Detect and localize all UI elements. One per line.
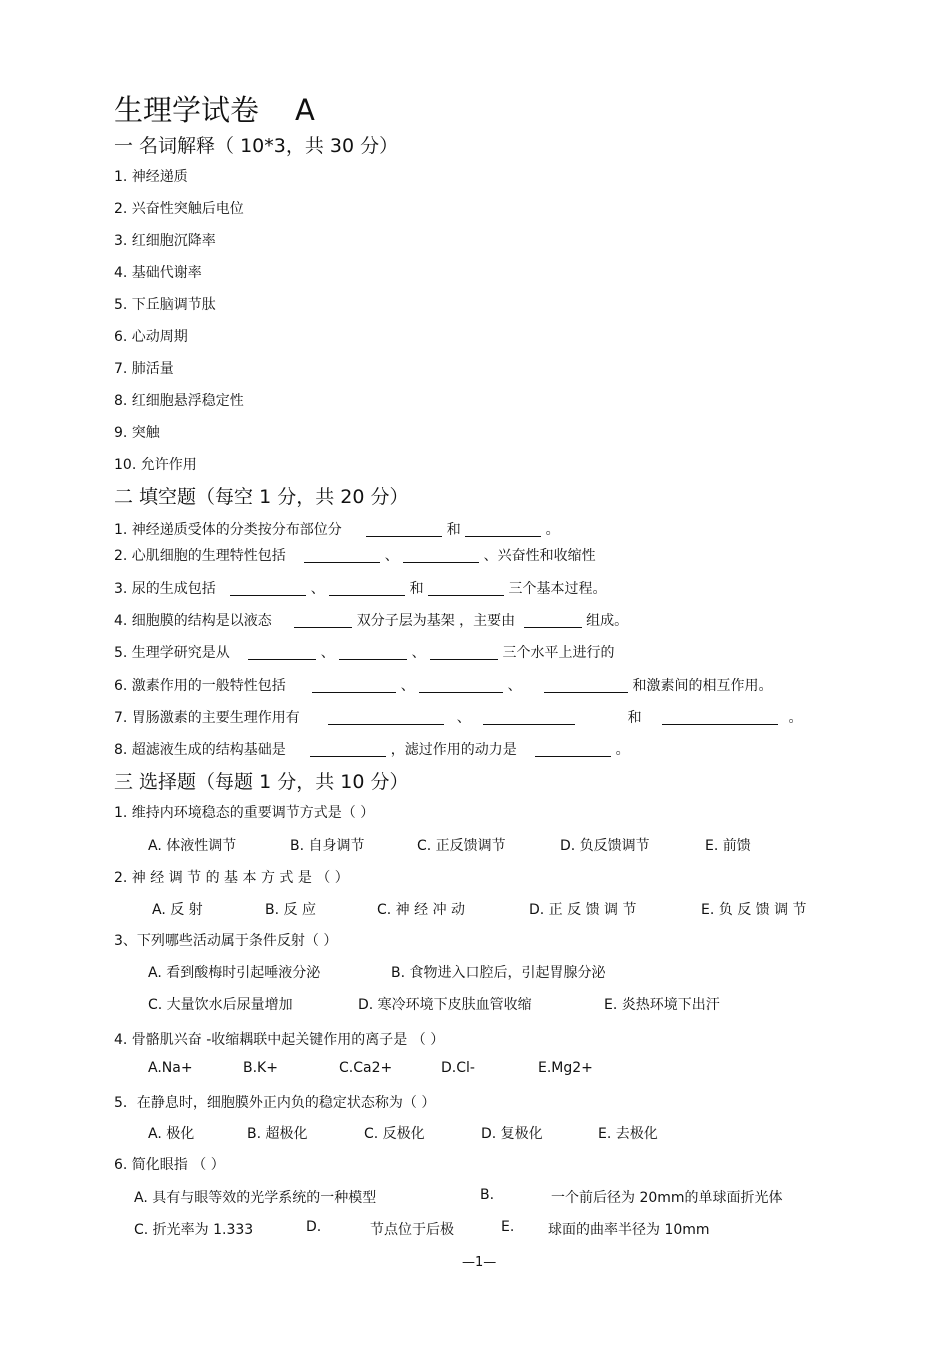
choice-q2-option-c[interactable]: C. 神 经 冲 动 bbox=[377, 902, 466, 918]
fill-q5-text-b: 、 bbox=[320, 645, 335, 661]
answer-blank[interactable] bbox=[312, 677, 396, 693]
choice-q3-option-d[interactable]: D. 寒冷环境下皮肤血管收缩 bbox=[358, 997, 532, 1013]
fill-q6-text-c: 、 bbox=[507, 678, 522, 694]
answer-blank[interactable] bbox=[465, 521, 541, 537]
choice-q4-option-b[interactable]: B.K+ bbox=[243, 1060, 278, 1076]
page-number: —1— bbox=[462, 1255, 497, 1270]
fill-q4-text-b: 双分子层为基架 ，主要由 bbox=[356, 613, 516, 629]
fill-q7-text-a: 7. 胃肠激素的主要生理作用有 bbox=[114, 710, 300, 726]
choice-q1-option-c[interactable]: C. 正反馈调节 bbox=[417, 838, 506, 854]
choice-q6-stem: 6. 简化眼指 （ ） bbox=[114, 1157, 225, 1173]
fill-q6-text-d: 和激素间的相互作用。 bbox=[632, 678, 773, 694]
choice-q4-option-d[interactable]: D.Cl- bbox=[441, 1060, 475, 1076]
fill-q2-text-b: 、 bbox=[384, 548, 399, 564]
fill-question-2 bbox=[114, 545, 596, 565]
choice-q2-option-e[interactable]: E. 负 反 馈 调 节 bbox=[701, 902, 807, 918]
choice-q4-stem: 4. 骨骼肌兴奋 -收缩耦联中起关键作用的离子是 （ ） bbox=[114, 1032, 445, 1048]
answer-blank[interactable] bbox=[662, 709, 778, 725]
fill-q6-text-b: 、 bbox=[400, 678, 415, 694]
choice-q3-option-a[interactable]: A. 看到酸梅时引起唾液分泌 bbox=[148, 965, 321, 981]
answer-blank[interactable] bbox=[403, 547, 479, 563]
choice-q3-option-b[interactable]: B. 食物进入口腔后，引起胃腺分泌 bbox=[391, 965, 606, 981]
fill-q1-text-a: 1. 神经递质受体的分类按分布部位分 bbox=[114, 522, 342, 538]
choice-q6-option-e-text[interactable]: 球面的曲率半径为 10mm bbox=[548, 1222, 710, 1238]
fill-q8-text-a: 8. 超滤液生成的结构基础是 bbox=[114, 742, 286, 758]
choice-q2-option-d[interactable]: D. 正 反 馈 调 节 bbox=[529, 902, 637, 918]
title-suffix: A bbox=[295, 93, 315, 127]
answer-blank[interactable] bbox=[329, 580, 405, 596]
fill-question-1 bbox=[114, 519, 560, 539]
choice-q4-option-e[interactable]: E.Mg2+ bbox=[538, 1060, 593, 1076]
fill-question-6 bbox=[114, 675, 773, 695]
choice-q6-option-d-letter[interactable]: D. bbox=[306, 1219, 322, 1235]
choice-q6-option-d-text[interactable]: 节点位于后极 bbox=[370, 1222, 454, 1238]
section3-heading: 三 选择题（每题 1 分，共 10 分） bbox=[114, 771, 409, 793]
choice-q2-option-b[interactable]: B. 反 应 bbox=[265, 902, 316, 918]
fill-q7-text-d: 。 bbox=[788, 710, 803, 726]
answer-blank[interactable] bbox=[524, 612, 582, 628]
answer-blank[interactable] bbox=[428, 580, 504, 596]
choice-q3-option-e[interactable]: E. 炎热环境下出汗 bbox=[604, 997, 720, 1013]
term-item-9: 9. 突触 bbox=[114, 425, 160, 441]
title-text: 生理学试卷 bbox=[114, 93, 260, 127]
fill-q3-text-b: 、 bbox=[310, 581, 325, 597]
fill-q2-text-a: 2. 心肌细胞的生理特性包括 bbox=[114, 548, 286, 564]
choice-q2-option-a[interactable]: A. 反 射 bbox=[152, 902, 203, 918]
answer-blank[interactable] bbox=[328, 709, 444, 725]
answer-blank[interactable] bbox=[544, 677, 628, 693]
fill-q8-text-c: 。 bbox=[615, 742, 630, 758]
answer-blank[interactable] bbox=[339, 644, 407, 660]
fill-question-7 bbox=[114, 707, 803, 727]
choice-q1-option-b[interactable]: B. 自身调节 bbox=[290, 838, 365, 854]
answer-blank[interactable] bbox=[535, 741, 611, 757]
term-item-6: 6. 心动周期 bbox=[114, 329, 188, 345]
fill-question-8 bbox=[114, 739, 630, 759]
answer-blank[interactable] bbox=[294, 612, 352, 628]
answer-blank[interactable] bbox=[483, 709, 575, 725]
choice-q3-stem: 3、下列哪些活动属于条件反射（ ） bbox=[114, 933, 338, 949]
fill-q5-text-d: 三个水平上进行的 bbox=[502, 645, 615, 661]
answer-blank[interactable] bbox=[430, 644, 498, 660]
section1-heading: 一 名词解释（ 10*3，共 30 分） bbox=[114, 135, 399, 157]
fill-q3-text-c: 和 bbox=[409, 581, 424, 597]
answer-blank[interactable] bbox=[304, 547, 380, 563]
choice-q5-stem: 5．在静息时，细胞膜外正内负的稳定状态称为（ ） bbox=[114, 1095, 436, 1111]
choice-q1-option-d[interactable]: D. 负反馈调节 bbox=[560, 838, 650, 854]
choice-q1-option-e[interactable]: E. 前馈 bbox=[705, 838, 751, 854]
answer-blank[interactable] bbox=[366, 521, 442, 537]
choice-q6-option-a[interactable]: A. 具有与眼等效的光学系统的一种模型 bbox=[134, 1190, 377, 1206]
answer-blank[interactable] bbox=[248, 644, 316, 660]
fill-q5-text-c: 、 bbox=[411, 645, 426, 661]
choice-q6-option-e-letter[interactable]: E. bbox=[501, 1219, 515, 1235]
choice-q2-stem: 2. 神 经 调 节 的 基 本 方 式 是 （ ） bbox=[114, 870, 349, 886]
fill-q7-text-b: 、 bbox=[456, 710, 471, 726]
choice-q1-option-a[interactable]: A. 体液性调节 bbox=[148, 838, 237, 854]
choice-q6-option-b-text[interactable]: 一个前后径为 20mm的单球面折光体 bbox=[551, 1190, 783, 1206]
page-title bbox=[114, 88, 315, 129]
fill-question-4 bbox=[114, 610, 628, 630]
fill-q6-text-a: 6. 激素作用的一般特性包括 bbox=[114, 678, 286, 694]
term-item-8: 8. 红细胞悬浮稳定性 bbox=[114, 393, 244, 409]
term-item-5: 5. 下丘脑调节肽 bbox=[114, 297, 216, 313]
answer-blank[interactable] bbox=[310, 741, 386, 757]
fill-q7-text-c: 和 bbox=[627, 710, 642, 726]
term-item-7: 7. 肺活量 bbox=[114, 361, 174, 377]
fill-q3-text-d: 三个基本过程。 bbox=[508, 581, 607, 597]
choice-q3-option-c[interactable]: C. 大量饮水后尿量增加 bbox=[148, 997, 293, 1013]
term-item-4: 4. 基础代谢率 bbox=[114, 265, 202, 281]
answer-blank[interactable] bbox=[230, 580, 306, 596]
fill-q1-text-c: 。 bbox=[545, 522, 560, 538]
fill-q4-text-a: 4. 细胞膜的结构是以液态 bbox=[114, 613, 272, 629]
fill-q2-text-c: 、兴奋性和收缩性 bbox=[483, 548, 596, 564]
term-item-3: 3. 红细胞沉降率 bbox=[114, 233, 216, 249]
term-item-2: 2. 兴奋性突触后电位 bbox=[114, 201, 244, 217]
fill-q8-text-b: ，滤过作用的动力是 bbox=[390, 742, 517, 758]
choice-q4-option-c[interactable]: C.Ca2+ bbox=[339, 1060, 393, 1076]
fill-q3-text-a: 3. 尿的生成包括 bbox=[114, 581, 216, 597]
fill-q4-text-c: 组成。 bbox=[586, 613, 629, 629]
choice-q5-option-a[interactable]: A. 极化 bbox=[148, 1126, 195, 1142]
choice-q4-option-a[interactable]: A.Na+ bbox=[148, 1060, 193, 1076]
choice-q6-option-c[interactable]: C. 折光率为 1.333 bbox=[134, 1222, 254, 1238]
choice-q5-option-e[interactable]: E. 去极化 bbox=[598, 1126, 658, 1142]
choice-q5-option-c[interactable]: C. 反极化 bbox=[364, 1126, 425, 1142]
section2-heading: 二 填空题（每空 1 分，共 20 分） bbox=[114, 486, 409, 508]
term-item-1: 1. 神经递质 bbox=[114, 169, 188, 185]
fill-q1-text-b: 和 bbox=[446, 522, 461, 538]
term-item-10: 10. 允许作用 bbox=[114, 457, 197, 473]
choice-q5-option-b[interactable]: B. 超极化 bbox=[247, 1126, 308, 1142]
choice-q1-stem: 1. 维持内环境稳态的重要调节方式是（ ） bbox=[114, 805, 375, 821]
choice-q5-option-d[interactable]: D. 复极化 bbox=[481, 1126, 543, 1142]
fill-question-3 bbox=[114, 578, 607, 598]
answer-blank[interactable] bbox=[419, 677, 503, 693]
fill-question-5 bbox=[114, 642, 615, 662]
choice-q6-option-b-letter[interactable]: B. bbox=[480, 1187, 495, 1203]
fill-q5-text-a: 5. 生理学研究是从 bbox=[114, 645, 230, 661]
